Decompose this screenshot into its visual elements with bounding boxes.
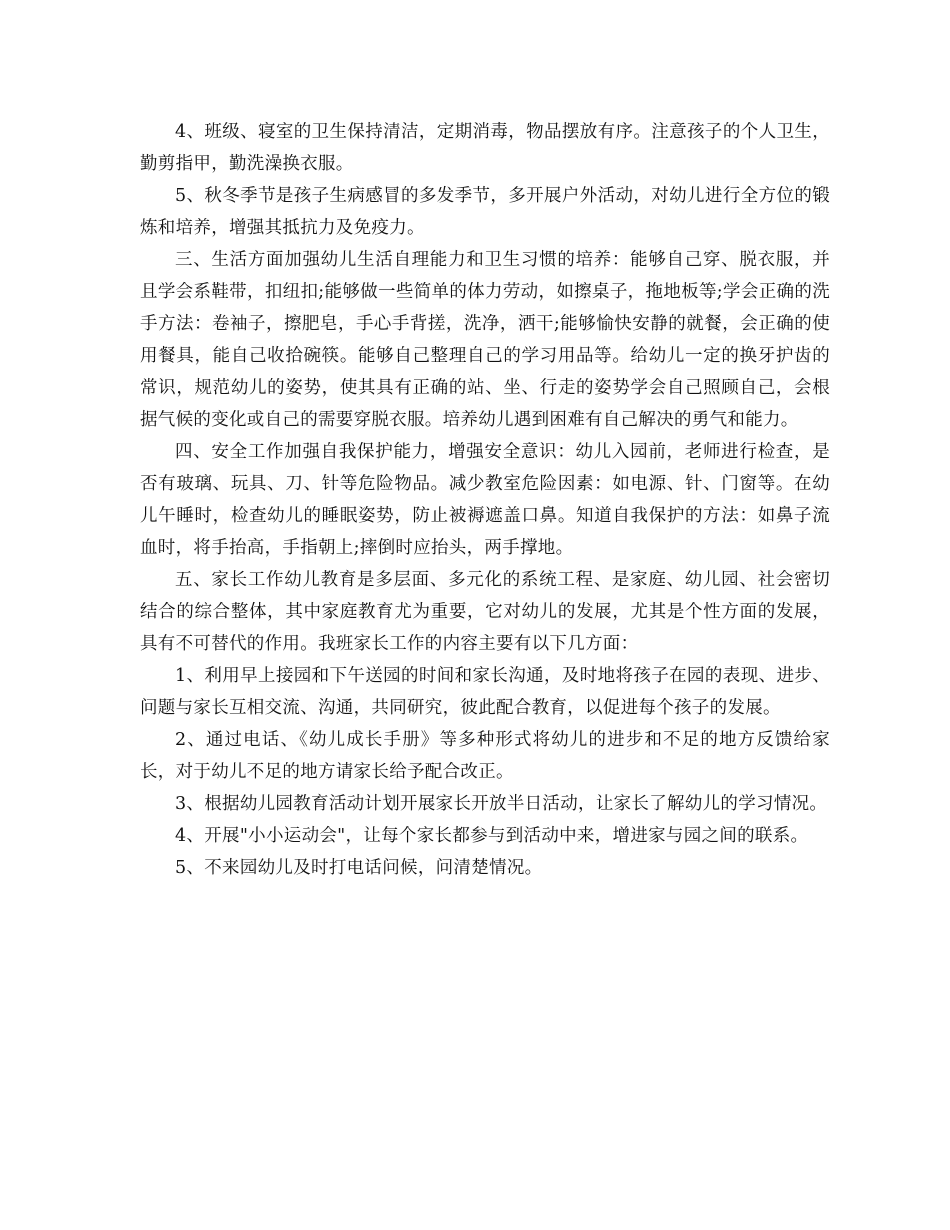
paragraph-open-day: 3、根据幼儿园教育活动计划开展家长开放半日活动，让家长了解幼儿的学习情况。	[175, 794, 828, 814]
paragraph-parent-work: 五、家长工作幼儿教育是多层面、多元化的系统工程、是家庭、幼儿园、社会密切结合的综合整体，其中家庭教育尤为重要，它对幼儿的发展，尤其是个性方面的发展，具有不可替代的作用。我班家长工作的内容主要有以下几方面：	[140, 570, 830, 654]
paragraph-growth-handbook: 2、通过电话、《幼儿成长手册》等多种形式将幼儿的进步和不足的地方反馈给家长，对于幼儿不足的地方请家长给予配合改正。	[140, 730, 830, 782]
paragraph-hygiene: 4、班级、寝室的卫生保持清洁，定期消毒，物品摆放有序。注意孩子的个人卫生，勤剪指甲，勤洗澡换衣服。	[140, 122, 830, 174]
paragraph-absence-call: 5、不来园幼儿及时打电话问候，问清楚情况。	[175, 858, 543, 878]
paragraph-outdoor-activity: 5、秋冬季节是孩子生病感冒的多发季节，多开展户外活动，对幼儿进行全方位的锻炼和培养，增强其抵抗力及免疫力。	[140, 186, 830, 238]
paragraph-self-care: 三、生活方面加强幼儿生活自理能力和卫生习惯的培养：能够自己穿、脱衣服，并且学会系鞋带，扣纽扣;能够做一些简单的体力劳动，如擦桌子，拖地板等;学会正确的洗手方法：卷袖子，擦肥皂，手心手背搓，洗净，洒干;能够愉快安静的就餐，会正确的使用餐具，能自己收拾碗筷。能够自己整理自己的学习用品等。给幼儿一定的换牙护齿的常识，规范幼儿的姿势，使其具有正确的站、坐、行走的姿势学会自己照顾自己，会根据气候的变化或自己的需要穿脱衣服。培养幼儿遇到困难有自己解决的勇气和能力。	[140, 250, 830, 430]
paragraph-parent-communication: 1、利用早上接园和下午送园的时间和家长沟通，及时地将孩子在园的表现、进步、问题与家长互相交流、沟通，共同研究，彼此配合教育，以促进每个孩子的发展。	[140, 666, 830, 718]
paragraph-safety: 四、安全工作加强自我保护能力，增强安全意识：幼儿入园前，老师进行检查，是否有玻璃、玩具、刀、针等危险物品。减少教室危险因素：如电源、针、门窗等。在幼儿午睡时，检查幼儿的睡眠姿势，防止被褥遮盖口鼻。知道自我保护的方法：如鼻子流血时，将手抬高，手指朝上;摔倒时应抬头，两手撑地。	[140, 442, 830, 558]
paragraph-sports-meet: 4、开展"小小运动会"，让每个家长都参与到活动中来，增进家与园之间的联系。	[175, 826, 809, 846]
document-body	[140, 116, 830, 884]
